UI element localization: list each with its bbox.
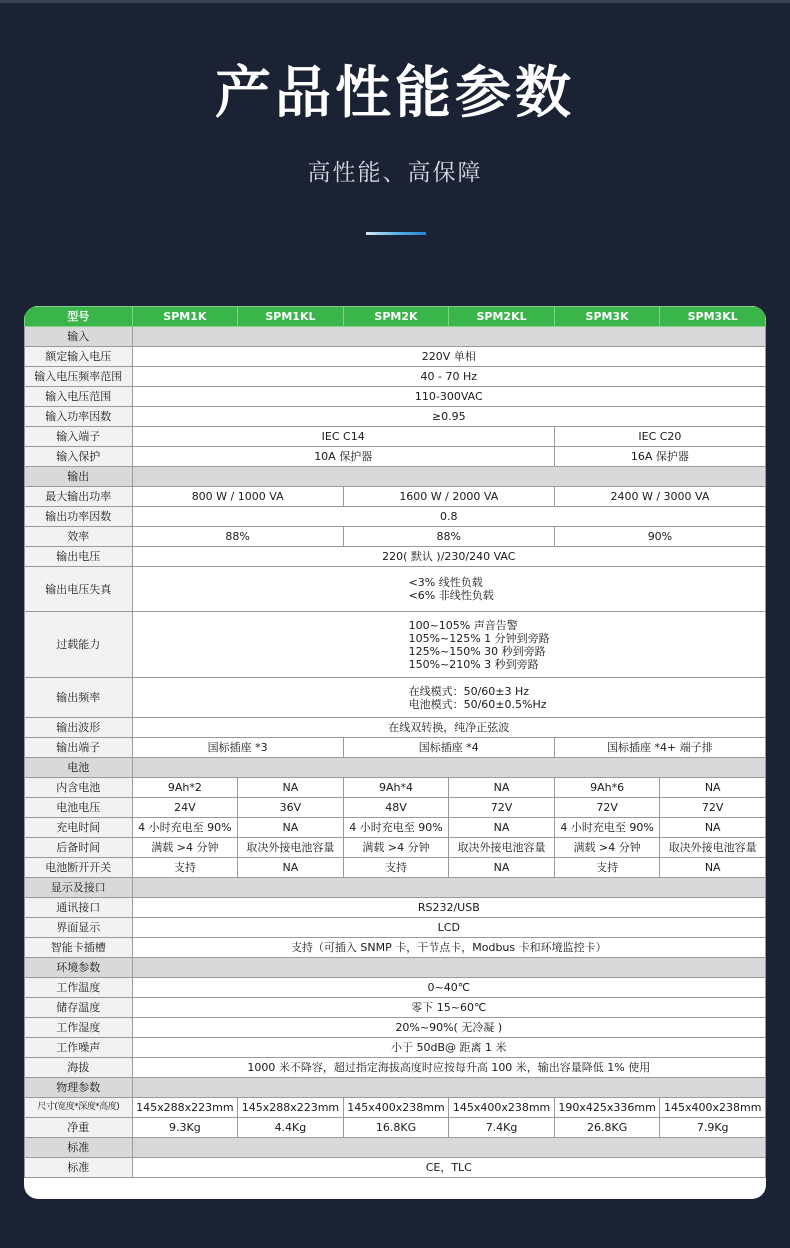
value-cell: NA bbox=[449, 858, 555, 878]
value-cell: 国标插座 *4 bbox=[343, 738, 554, 758]
row-label: 净重 bbox=[25, 1118, 133, 1138]
spec-table-card bbox=[24, 306, 766, 1199]
top-border-line bbox=[0, 0, 790, 3]
table-row bbox=[25, 818, 766, 838]
table-row bbox=[25, 1118, 766, 1138]
multiline-value-cell bbox=[132, 678, 765, 718]
value-cell: 88% bbox=[132, 527, 343, 547]
table-row bbox=[25, 1038, 766, 1058]
section-label: 电池 bbox=[25, 758, 133, 778]
value-cell: 9.3Kg bbox=[132, 1118, 238, 1138]
table-row bbox=[25, 738, 766, 758]
value-cell: 72V bbox=[660, 798, 766, 818]
value-line: 在线模式：50/60±3 Hz bbox=[408, 684, 530, 698]
header-cell: SPM2KL bbox=[449, 307, 555, 327]
row-label: 输入功率因数 bbox=[25, 407, 133, 427]
value-cell: 支持 bbox=[132, 858, 238, 878]
row-label: 内含电池 bbox=[25, 778, 133, 798]
value-cell: NA bbox=[660, 858, 766, 878]
header-cell: SPM1K bbox=[132, 307, 238, 327]
row-label: 效率 bbox=[25, 527, 133, 547]
table-row bbox=[25, 387, 766, 407]
value-cell: 145x400x238mm bbox=[343, 1098, 449, 1118]
table-row bbox=[25, 858, 766, 878]
table-row bbox=[25, 547, 766, 567]
row-label: 输入保护 bbox=[25, 447, 133, 467]
value-cell: NA bbox=[449, 778, 555, 798]
value-cell: 满载 >4 分钟 bbox=[132, 838, 238, 858]
table-row bbox=[25, 998, 766, 1018]
table-row bbox=[25, 527, 766, 547]
value-cell: IEC C14 bbox=[132, 427, 554, 447]
section-row-environment bbox=[25, 958, 766, 978]
section-row-display bbox=[25, 878, 766, 898]
row-label: 最大输出功率 bbox=[25, 487, 133, 507]
value-cell: 24V bbox=[132, 798, 238, 818]
value-cell: 220V 单相 bbox=[132, 347, 765, 367]
header-cell: 型号 bbox=[25, 307, 133, 327]
table-row bbox=[25, 487, 766, 507]
value-line: 125%~150% 30 秒到旁路 bbox=[408, 644, 546, 658]
row-label: 工作温度 bbox=[25, 978, 133, 998]
table-row bbox=[25, 1158, 766, 1178]
header-cell: SPM2K bbox=[343, 307, 449, 327]
header-cell: SPM3KL bbox=[660, 307, 766, 327]
row-label: 输出频率 bbox=[25, 678, 133, 718]
row-label: 输出功率因数 bbox=[25, 507, 133, 527]
value-cell: 40 - 70 Hz bbox=[132, 367, 765, 387]
value-cell: 国标插座 *3 bbox=[132, 738, 343, 758]
row-label: 充电时间 bbox=[25, 818, 133, 838]
value-cell: 取决外接电池容量 bbox=[660, 838, 766, 858]
spec-table bbox=[24, 306, 766, 1178]
row-label: 尺寸(宽度*深度*高度) bbox=[25, 1098, 133, 1118]
value-cell: 36V bbox=[238, 798, 344, 818]
value-cell: 4.4Kg bbox=[238, 1118, 344, 1138]
value-cell: 110-300VAC bbox=[132, 387, 765, 407]
value-cell: RS232/USB bbox=[132, 898, 765, 918]
table-row bbox=[25, 678, 766, 718]
value-cell: 26.8KG bbox=[554, 1118, 660, 1138]
value-cell: 1000 米不降容，超过指定海拔高度时应按每升高 100 米，输出容量降低 1% 使用 bbox=[132, 1058, 765, 1078]
value-cell: 800 W / 1000 VA bbox=[132, 487, 343, 507]
multiline-value-cell bbox=[132, 612, 765, 678]
table-row bbox=[25, 838, 766, 858]
value-cell: 72V bbox=[449, 798, 555, 818]
row-label: 后备时间 bbox=[25, 838, 133, 858]
value-cell: IEC C20 bbox=[554, 427, 765, 447]
table-row bbox=[25, 1018, 766, 1038]
row-label: 界面显示 bbox=[25, 918, 133, 938]
table-row bbox=[25, 918, 766, 938]
accent-divider bbox=[366, 232, 426, 235]
value-cell: 90% bbox=[554, 527, 765, 547]
value-cell: 支持 bbox=[554, 858, 660, 878]
row-label: 电池电压 bbox=[25, 798, 133, 818]
row-label: 输入端子 bbox=[25, 427, 133, 447]
section-row-standard bbox=[25, 1138, 766, 1158]
value-cell: 9Ah*4 bbox=[343, 778, 449, 798]
value-cell: 取决外接电池容量 bbox=[449, 838, 555, 858]
value-cell: 小于 50dB@ 距离 1 米 bbox=[132, 1038, 765, 1058]
table-header-row bbox=[25, 307, 766, 327]
row-label: 输入电压范围 bbox=[25, 387, 133, 407]
row-label: 海拔 bbox=[25, 1058, 133, 1078]
value-cell: NA bbox=[449, 818, 555, 838]
table-row bbox=[25, 407, 766, 427]
row-label: 通讯接口 bbox=[25, 898, 133, 918]
table-row bbox=[25, 447, 766, 467]
row-label: 输出波形 bbox=[25, 718, 133, 738]
row-label: 输出电压 bbox=[25, 547, 133, 567]
section-label: 输入 bbox=[25, 327, 133, 347]
value-cell: 220( 默认 )/230/240 VAC bbox=[132, 547, 765, 567]
table-row bbox=[25, 718, 766, 738]
value-cell: 145x288x223mm bbox=[238, 1098, 344, 1118]
table-row bbox=[25, 367, 766, 387]
value-cell: CE，TLC bbox=[132, 1158, 765, 1178]
table-row bbox=[25, 347, 766, 367]
value-cell: 145x288x223mm bbox=[132, 1098, 238, 1118]
value-cell: 20%~90%( 无冷凝 ) bbox=[132, 1018, 765, 1038]
value-cell: 88% bbox=[343, 527, 554, 547]
row-label: 额定输入电压 bbox=[25, 347, 133, 367]
table-row bbox=[25, 938, 766, 958]
row-label: 智能卡插槽 bbox=[25, 938, 133, 958]
value-cell: NA bbox=[238, 778, 344, 798]
value-cell: 9Ah*6 bbox=[554, 778, 660, 798]
page-title: 产品性能参数 bbox=[215, 61, 575, 126]
table-row bbox=[25, 507, 766, 527]
value-cell: LCD bbox=[132, 918, 765, 938]
table-row bbox=[25, 612, 766, 678]
value-cell: 10A 保护器 bbox=[132, 447, 554, 467]
value-cell: 16.8KG bbox=[343, 1118, 449, 1138]
value-cell: 取决外接电池容量 bbox=[238, 838, 344, 858]
value-cell: 48V bbox=[343, 798, 449, 818]
value-cell: 4 小时充电至 90% bbox=[132, 818, 238, 838]
value-cell: 145x400x238mm bbox=[449, 1098, 555, 1118]
value-cell: 16A 保护器 bbox=[554, 447, 765, 467]
value-cell: 1600 W / 2000 VA bbox=[343, 487, 554, 507]
value-cell: 支持（可插入 SNMP 卡，干节点卡，Modbus 卡和环境监控卡） bbox=[132, 938, 765, 958]
value-cell: 7.9Kg bbox=[660, 1118, 766, 1138]
value-line: <6% 非线性负载 bbox=[408, 589, 494, 602]
value-cell: 190x425x336mm bbox=[554, 1098, 660, 1118]
value-cell: 4 小时充电至 90% bbox=[554, 818, 660, 838]
table-row bbox=[25, 798, 766, 818]
section-row-output bbox=[25, 467, 766, 487]
section-row-physical bbox=[25, 1078, 766, 1098]
table-row bbox=[25, 778, 766, 798]
value-cell: 4 小时充电至 90% bbox=[343, 818, 449, 838]
multiline-value-cell bbox=[132, 567, 765, 612]
value-cell: 支持 bbox=[343, 858, 449, 878]
row-label: 工作噪声 bbox=[25, 1038, 133, 1058]
value-cell: 满载 >4 分钟 bbox=[343, 838, 449, 858]
value-cell: 7.4Kg bbox=[449, 1118, 555, 1138]
header-cell: SPM1KL bbox=[238, 307, 344, 327]
row-label: 输入电压频率范围 bbox=[25, 367, 133, 387]
row-label: 输出电压失真 bbox=[25, 567, 133, 612]
value-cell: 0~40℃ bbox=[132, 978, 765, 998]
value-cell: 145x400x238mm bbox=[660, 1098, 766, 1118]
page-subtitle: 高性能、高保障 bbox=[307, 160, 483, 186]
value-cell: NA bbox=[660, 778, 766, 798]
section-label: 输出 bbox=[25, 467, 133, 487]
row-label: 工作湿度 bbox=[25, 1018, 133, 1038]
value-cell: 零下 15~60℃ bbox=[132, 998, 765, 1018]
value-line: <3% 线性负载 bbox=[408, 576, 483, 589]
section-row-battery bbox=[25, 758, 766, 778]
table-row bbox=[25, 427, 766, 447]
value-line: 105%~125% 1 分钟到旁路 bbox=[408, 631, 550, 645]
table-row bbox=[25, 1098, 766, 1118]
value-line: 150%~210% 3 秒到旁路 bbox=[408, 657, 539, 671]
section-label: 标准 bbox=[25, 1138, 133, 1158]
value-cell: NA bbox=[660, 818, 766, 838]
row-label: 标准 bbox=[25, 1158, 133, 1178]
section-label: 环境参数 bbox=[25, 958, 133, 978]
value-cell: 在线双转换，纯净正弦波 bbox=[132, 718, 765, 738]
row-label: 电池断开开关 bbox=[25, 858, 133, 878]
row-label: 输出端子 bbox=[25, 738, 133, 758]
section-label: 显示及接口 bbox=[25, 878, 133, 898]
value-cell: 2400 W / 3000 VA bbox=[554, 487, 765, 507]
value-cell: 国标插座 *4+ 端子排 bbox=[554, 738, 765, 758]
value-cell: NA bbox=[238, 858, 344, 878]
row-label: 过载能力 bbox=[25, 612, 133, 678]
value-cell: 9Ah*2 bbox=[132, 778, 238, 798]
value-cell: 0.8 bbox=[132, 507, 765, 527]
value-cell: NA bbox=[238, 818, 344, 838]
value-line: 电池模式：50/60±0.5%Hz bbox=[408, 697, 547, 711]
table-row bbox=[25, 978, 766, 998]
header-cell: SPM3K bbox=[554, 307, 660, 327]
table-row bbox=[25, 1058, 766, 1078]
row-label: 储存温度 bbox=[25, 998, 133, 1018]
value-cell: ≥0.95 bbox=[132, 407, 765, 427]
value-line: 100~105% 声音告警 bbox=[408, 618, 518, 632]
section-row-input bbox=[25, 327, 766, 347]
value-cell: 72V bbox=[554, 798, 660, 818]
value-cell: 满载 >4 分钟 bbox=[554, 838, 660, 858]
table-row bbox=[25, 567, 766, 612]
section-label: 物理参数 bbox=[25, 1078, 133, 1098]
table-row bbox=[25, 898, 766, 918]
